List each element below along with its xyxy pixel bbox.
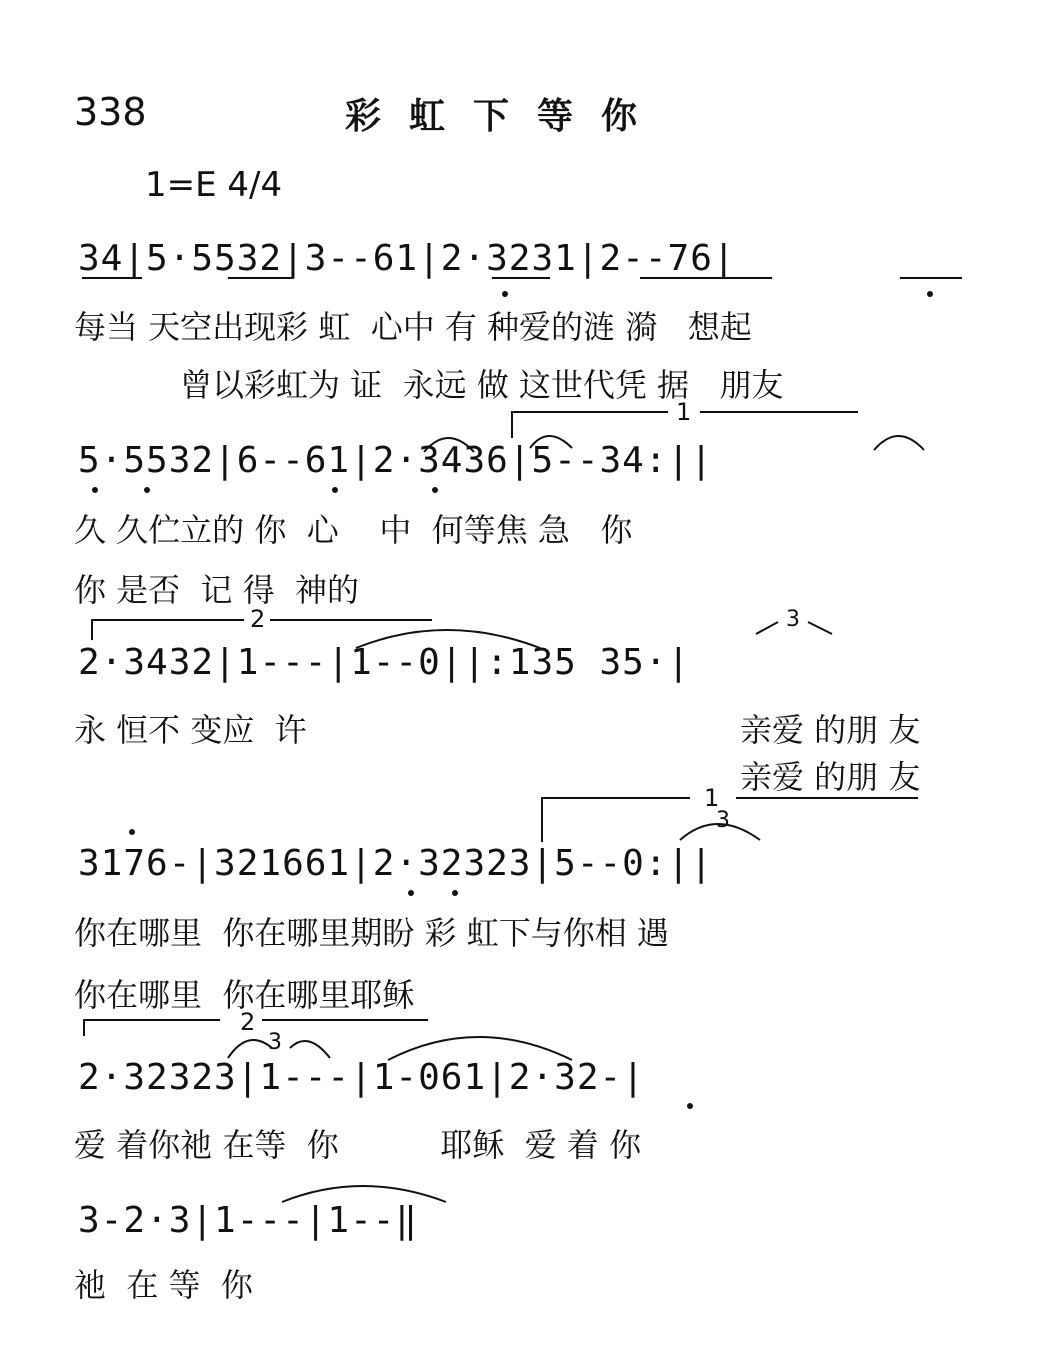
slur-mark — [424, 438, 474, 452]
song-number: 338 — [74, 90, 147, 134]
volta-bracket — [542, 798, 690, 842]
octave-dot — [927, 291, 933, 297]
slur-mark — [874, 436, 924, 450]
octave-dot — [408, 890, 414, 896]
key-signature: 1=E 4/4 — [145, 165, 283, 205]
score-line-5-notes: 2·32323|1---|1-061|2·32-| — [78, 1057, 645, 1098]
score-line-2-notes: 5·5532|6--61|2·3436|5--34:|| — [78, 440, 713, 481]
score-line-2-lyrics-verse-1: 久 久伫立的 你 心 中 何等焦 急 你 — [74, 511, 633, 549]
score-line-1-lyrics-verse-2: 曾以彩虹为 证 永远 做 这世代凭 据 朋友 — [180, 366, 784, 404]
score-line-5-ending-label: 2 — [240, 1008, 256, 1036]
volta-bracket — [84, 1020, 220, 1036]
score-line-3-lyrics-verse-1: 永 恒不 变应 许 — [74, 711, 307, 749]
score-line-3-lyrics-right-verse-1: 亲爱 的朋 友 — [740, 711, 921, 749]
score-line-4-lyrics-verse-2: 你在哪里 你在哪里耶稣 — [74, 976, 415, 1014]
octave-dot — [432, 487, 438, 493]
slur-mark — [228, 1040, 272, 1058]
slur-mark — [290, 1041, 330, 1058]
octave-dot — [452, 890, 458, 896]
score-line-3-lyrics-right-verse-2: 亲爱 的朋 友 — [740, 758, 921, 796]
score-line-2-ending-label: 1 — [676, 398, 692, 426]
score-line-2-lyrics-verse-2: 你 是否 记 得 神的 — [74, 571, 360, 609]
triplet-bracket — [808, 622, 832, 634]
volta-bracket — [92, 620, 244, 640]
tie-mark — [388, 1037, 572, 1060]
octave-dot — [144, 487, 150, 493]
score-line-5-triplet-label: 3 — [268, 1030, 282, 1055]
score-line-3-ending-label: 2 — [250, 605, 266, 633]
score-line-6-lyrics-verse-1: 祂 在 等 你 — [74, 1266, 253, 1304]
score-line-4-triplet-label: 3 — [716, 808, 730, 833]
score-line-1-notes: 34|5·5532|3--61|2·3231|2--76| — [78, 238, 736, 279]
octave-dot — [687, 1103, 693, 1109]
score-line-5-lyrics-verse-1: 爱 着你祂 在等 你 耶稣 爱 着 你 — [74, 1126, 642, 1164]
octave-dot — [332, 487, 338, 493]
score-line-4-ending-label: 1 — [704, 784, 720, 812]
song-title: 彩虹下等你 — [345, 96, 666, 137]
score-line-3-triplet-label: 3 — [786, 607, 800, 632]
score-line-1-lyrics-verse-1: 每当 天空出现彩 虹 心中 有 种爱的涟 漪 想起 — [74, 308, 752, 346]
slur-mark — [680, 824, 760, 840]
score-line-6-notes: 3-2·3|1---|1--‖ — [78, 1200, 419, 1241]
octave-dot — [129, 829, 135, 835]
slur-mark — [530, 436, 572, 448]
triplet-bracket — [756, 622, 778, 634]
score-line-3-notes: 2·3432|1---|1--0||:135 35·| — [78, 642, 691, 683]
tie-mark — [356, 630, 540, 648]
tie-mark — [282, 1186, 446, 1202]
octave-dot — [92, 487, 98, 493]
score-line-4-lyrics-verse-1: 你在哪里 你在哪里期盼 彩 虹下与你相 遇 — [74, 914, 669, 952]
volta-bracket — [512, 412, 668, 438]
octave-dot — [502, 291, 508, 297]
score-line-4-notes: 3176-|321661|2·32323|5--0:|| — [78, 843, 713, 884]
